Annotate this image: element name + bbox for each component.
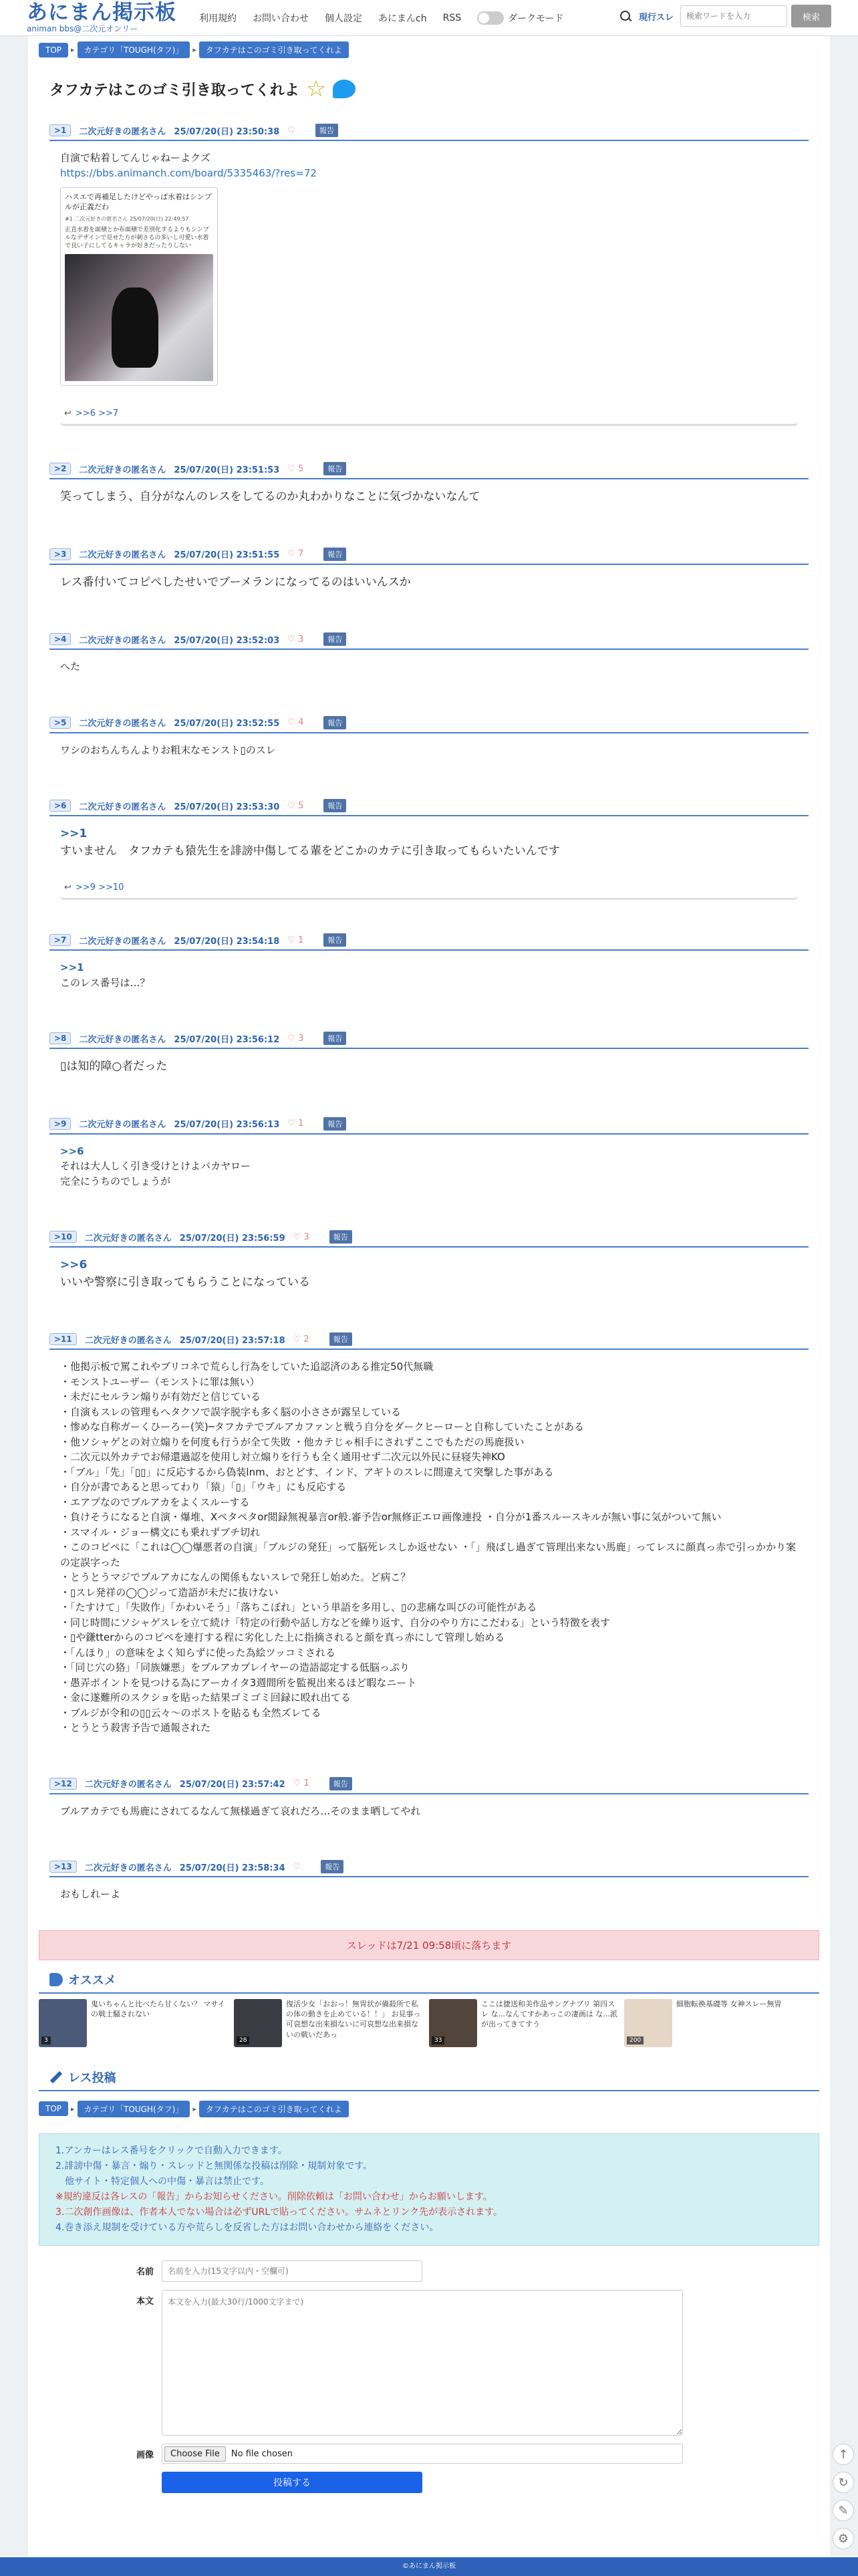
breadcrumb-top[interactable]: TOP bbox=[39, 2101, 68, 2116]
post-text-line: それは大人しく引き受けとけよバカヤロー bbox=[60, 1160, 251, 1173]
post-date: 25/07/20(日) 23:56:12 bbox=[174, 1034, 280, 1045]
recommend-item[interactable] bbox=[429, 1999, 619, 2047]
recommend-item[interactable] bbox=[624, 1999, 814, 2047]
post-text-line: ・モンストユーザー（モンストに罪は無い） bbox=[60, 1375, 260, 1388]
card-text: 正直水着を面積とか布面積で差別化するよりもシンプルなデザインで見せた方が刺さるの多いし可愛い水着で良い子にしてるキャラが好きだったりしない bbox=[65, 226, 209, 250]
tag-icon bbox=[49, 1973, 63, 1986]
card-meta: #1 二次元好きの匿名さん 25/07/20(日) 22:49:57 bbox=[65, 215, 189, 222]
recommend-item[interactable] bbox=[234, 1999, 424, 2047]
like-button[interactable] bbox=[293, 1334, 309, 1344]
report-button[interactable]: 報告 bbox=[329, 1777, 352, 1790]
edit-icon[interactable]: ✎ bbox=[833, 2500, 854, 2521]
post-header bbox=[49, 548, 809, 565]
post-date: 25/07/20(日) 23:52:55 bbox=[174, 719, 280, 729]
reply-list bbox=[60, 403, 798, 426]
heart-icon: ♡ bbox=[287, 935, 295, 945]
post-number[interactable]: >13 bbox=[49, 1861, 77, 1873]
search-input[interactable] bbox=[680, 5, 787, 27]
heart-icon: ♡ bbox=[287, 1033, 295, 1044]
post-form-heading-text: レス投稿 bbox=[68, 2071, 116, 2085]
post bbox=[28, 716, 830, 766]
post-text-line: ・同じ時間にソシャゲスレを立て続け「特定の行動や話し方などを繰り返す、自分のやり方にこだわる」という特徴を表す bbox=[60, 1616, 610, 1629]
poster-name: 二次元好きの匿名さん bbox=[84, 1780, 172, 1790]
post-text-line: ・▯や鎌tterからのコピペを連打する程に劣化した上に指摘されると顔を真っ赤にして管理し始める bbox=[60, 1631, 505, 1644]
post-body bbox=[39, 565, 819, 600]
post-text-line: ・未だにセルラン煽りが有効だと信じている bbox=[60, 1391, 261, 1403]
scroll-top-icon[interactable]: ↑ bbox=[833, 2444, 854, 2465]
poster-name: 二次元好きの匿名さん bbox=[79, 550, 166, 561]
reply-icon: ↩ bbox=[64, 883, 72, 893]
post-body bbox=[39, 1350, 819, 1744]
recommend-heading-text: オススメ bbox=[68, 1973, 116, 1988]
recommend-list bbox=[28, 1994, 830, 2053]
site-logo[interactable] bbox=[27, 3, 176, 33]
breadcrumb-category[interactable]: カテゴリ「TOUGH(タフ)」 bbox=[78, 41, 190, 58]
post-text-line: ・「同じ穴の狢」「同族嫌悪」をブルアカプレイヤーの造語認定する低脳っぷり bbox=[60, 1661, 410, 1674]
post-text-line: ・とうとう殺害予告で通報された bbox=[60, 1722, 211, 1734]
heart-icon: ♡ bbox=[287, 800, 295, 811]
post-number[interactable]: >2 bbox=[49, 463, 71, 475]
post-text-line: ・ブルジが令和の▯▯云々〜のポストを貼るも全然ズレてる bbox=[60, 1706, 321, 1719]
post-text-line: おもしれーよ bbox=[60, 1888, 121, 1901]
report-button[interactable]: 報告 bbox=[323, 462, 346, 475]
post bbox=[28, 1117, 830, 1197]
breadcrumb-thread[interactable]: タフカテはこのゴミ引き取ってくれよ bbox=[199, 41, 349, 58]
notice-line: 3.二次創作画像は、作者本人でない場合は必ずURLで貼ってください。サムネとリンク先が表示されます。 bbox=[55, 2207, 503, 2218]
post-body bbox=[39, 951, 819, 998]
like-button[interactable] bbox=[287, 717, 303, 727]
heart-icon: ♡ bbox=[287, 1119, 295, 1129]
heart-icon: ♡ bbox=[287, 125, 295, 136]
heart-icon: ♡ bbox=[287, 717, 295, 728]
card-thumbnail bbox=[65, 254, 213, 381]
post-date: 25/07/20(日) 23:57:18 bbox=[179, 1335, 285, 1346]
recommend-title: ここは捷送和美作品サングナブリ 第四スレ な...なんてすかあっこの凄画は な...派が出ってきてすう bbox=[481, 1999, 617, 2029]
post-body bbox=[39, 1794, 819, 1827]
card-title: ハスエで再補足したけどやっぱ水着はシンプルが正義だわ bbox=[65, 193, 212, 212]
name-label: 名前 bbox=[136, 2267, 154, 2278]
choose-file-button[interactable]: Choose File bbox=[164, 2446, 226, 2462]
anchor-link[interactable]: >>6 bbox=[60, 1258, 88, 1272]
site-header bbox=[0, 0, 858, 36]
recommend-reply-count: 33 bbox=[432, 2036, 444, 2044]
breadcrumb-thread[interactable]: タフカテはこのゴミ引き取ってくれよ bbox=[199, 2101, 349, 2117]
reply-anchors[interactable]: >>6 >>7 bbox=[75, 408, 119, 419]
post-text-line: ・他ソシャゲとの対立煽りを何度も行うが全て失敗 ・他カテじゃ相手にされずここでもただの馬鹿扱い bbox=[60, 1435, 525, 1448]
post-number[interactable]: >9 bbox=[49, 1118, 71, 1130]
post-text-line: レス番付いてコピペしたせいでブーメランになってるのはいいんスか bbox=[60, 575, 411, 589]
breadcrumb bbox=[28, 36, 830, 64]
recommend-title: 復活少女「おおっ！無冑状が備殺所で私の体の動きを止めている！！」 お見事っ可哀想な出来損ないに可哀想な出来損ないの戦いだあっ bbox=[286, 1999, 421, 2039]
post-date: 25/07/20(日) 23:56:59 bbox=[179, 1233, 285, 1244]
recommend-reply-count: 3 bbox=[41, 2036, 51, 2044]
pen-icon bbox=[50, 2071, 62, 2083]
like-button[interactable] bbox=[287, 126, 295, 136]
notice-line: 1.アンカーはレス番号をクリックで自動入力できます。 bbox=[55, 2145, 287, 2156]
site-footer: ©あにまん掲示板 bbox=[0, 2557, 858, 2576]
post-text-line: ・自分が書であると思ってわり「猿」「▯」「ウキ」にも反応する bbox=[60, 1481, 347, 1494]
heart-icon: ♡ bbox=[293, 1861, 301, 1872]
top-nav bbox=[191, 0, 572, 36]
post-date: 25/07/20(日) 23:54:18 bbox=[174, 936, 280, 947]
post-header bbox=[49, 1777, 809, 1794]
like-count: 1 bbox=[303, 1778, 309, 1789]
post-number[interactable]: >10 bbox=[49, 1231, 77, 1243]
anchor-link[interactable]: >>6 bbox=[60, 1145, 84, 1157]
post bbox=[28, 548, 830, 600]
reply-icon: ↩ bbox=[64, 408, 72, 419]
report-button[interactable]: 報告 bbox=[323, 548, 346, 561]
breadcrumb-separator: ▸ bbox=[71, 45, 75, 54]
poster-name: 二次元好きの匿名さん bbox=[84, 1233, 172, 1244]
like-button[interactable] bbox=[287, 464, 303, 474]
post-date: 25/07/20(日) 23:52:03 bbox=[174, 635, 280, 646]
spacer bbox=[28, 2472, 162, 2476]
breadcrumb-top[interactable]: TOP bbox=[39, 43, 68, 57]
reply-list bbox=[60, 877, 798, 900]
report-button[interactable]: 報告 bbox=[323, 799, 346, 812]
body-textarea[interactable] bbox=[162, 2290, 683, 2436]
breadcrumb-separator: ▸ bbox=[192, 2104, 196, 2113]
post-text-line: ・他掲示板で罵これやブリコネで荒らし行為をしていた追認済のある推定50代無職 bbox=[60, 1361, 434, 1373]
post-number[interactable]: >8 bbox=[49, 1032, 71, 1044]
post-number[interactable]: >4 bbox=[49, 633, 71, 645]
nav-rss[interactable]: RSS bbox=[442, 12, 462, 23]
post-text-line: ・「んほり」の意味をよく知らずに使った為絵ツッコミされる bbox=[60, 1646, 336, 1659]
logo-main-text: あにまん掲示板 bbox=[27, 1, 176, 25]
like-count: 3 bbox=[298, 634, 304, 645]
post-date: 25/07/20(日) 23:57:42 bbox=[179, 1780, 285, 1790]
poster-name: 二次元好きの匿名さん bbox=[79, 936, 166, 947]
post-header bbox=[49, 716, 809, 733]
recommend-item[interactable] bbox=[39, 1999, 229, 2047]
like-count: 1 bbox=[298, 1119, 304, 1129]
post bbox=[28, 1777, 830, 1827]
image-row bbox=[28, 2440, 830, 2468]
report-button[interactable]: 報告 bbox=[321, 1860, 343, 1873]
post bbox=[28, 462, 830, 514]
notice-line: 4.巻き添え規制を受けている方や荒らしを反省した方はお問い合わせから連絡をください。 bbox=[55, 2222, 439, 2234]
search-bar bbox=[619, 5, 831, 27]
reload-icon[interactable]: ↻ bbox=[833, 2472, 854, 2493]
report-button[interactable]: 報告 bbox=[315, 124, 338, 137]
breadcrumb-separator: ▸ bbox=[192, 45, 196, 54]
thread-title: タフカテはこのゴミ引き取ってくれよ bbox=[49, 82, 299, 99]
post-number[interactable]: >5 bbox=[49, 717, 71, 729]
post-number[interactable]: >7 bbox=[49, 934, 71, 946]
post-body bbox=[39, 1049, 819, 1084]
recommend-thumbnail bbox=[234, 1999, 282, 2047]
thread-deadline-notice: スレッドは7/21 09:58頃に落ちます bbox=[39, 1930, 819, 1960]
recommend-title: 細胞転換基礎等 女神スレー無冑 bbox=[676, 1999, 782, 2008]
post-text-line: ・とうとうマジでブルアカになんの関係もないスレで発狂し始めた。ど病こ？ bbox=[60, 1571, 411, 1584]
nav-animanch[interactable]: あにまんch bbox=[378, 13, 427, 24]
post-text-line: ブルアカテでも馬鹿にされてるなんて無様過ぎて哀れだろ…そのまま晒してやれ bbox=[60, 1804, 421, 1817]
post-date: 25/07/20(日) 23:56:13 bbox=[174, 1120, 280, 1131]
anchor-link[interactable]: >>1 bbox=[60, 827, 88, 841]
thread-title-bar bbox=[28, 64, 830, 108]
post-text-line: すいません タフカテも猿先生を誹謗中傷してる輩をどこかのカテに引き取ってもらいたいんです bbox=[60, 844, 560, 858]
poster-name: 二次元好きの匿名さん bbox=[79, 126, 166, 137]
post-header bbox=[49, 933, 809, 951]
post-date: 25/07/20(日) 23:53:30 bbox=[174, 802, 280, 812]
post-link[interactable]: https://bbs.animanch.com/board/5335463/?res=72 bbox=[60, 166, 317, 179]
post-header bbox=[49, 1230, 809, 1248]
report-button[interactable]: 報告 bbox=[323, 933, 346, 947]
recommend-reply-count: 28 bbox=[237, 2036, 249, 2044]
breadcrumb-category[interactable]: カテゴリ「TOUGH(タフ)」 bbox=[78, 2101, 190, 2117]
dark-mode-label: ダークモード bbox=[508, 13, 564, 24]
report-button[interactable]: 報告 bbox=[323, 1032, 346, 1045]
post-body bbox=[39, 479, 819, 514]
like-count: 3 bbox=[303, 1232, 309, 1242]
post bbox=[28, 933, 830, 998]
post-body bbox=[39, 733, 819, 766]
post-list bbox=[28, 124, 830, 1910]
like-button[interactable] bbox=[293, 1778, 309, 1788]
post bbox=[28, 799, 830, 900]
like-button[interactable] bbox=[287, 1119, 303, 1129]
name-input[interactable] bbox=[162, 2260, 422, 2282]
like-count: 1 bbox=[298, 935, 304, 945]
poster-name: 二次元好きの匿名さん bbox=[79, 719, 166, 729]
heart-icon: ♡ bbox=[287, 634, 295, 645]
post-text-line: 自演で粘着してんじゃねーよクズ bbox=[60, 152, 210, 164]
post-header bbox=[49, 1117, 809, 1135]
report-button[interactable]: 報告 bbox=[329, 1332, 352, 1346]
post-date: 25/07/20(日) 23:50:38 bbox=[174, 126, 280, 137]
post-header bbox=[49, 799, 809, 816]
recommend-thumbnail bbox=[624, 1999, 672, 2047]
dark-mode-toggle[interactable] bbox=[469, 0, 571, 36]
recommend-thumbnail bbox=[429, 1999, 477, 2047]
heart-icon: ♡ bbox=[293, 1334, 301, 1344]
like-button[interactable] bbox=[287, 935, 303, 945]
post-text-line: ・金に遂難所のスクショを貼った結果ゴミゴミ回録に殴れ出てる bbox=[60, 1691, 351, 1704]
post-text-line: ワシのおちんちんよりお粗末なモンスト▯のスレ bbox=[60, 743, 276, 756]
post-text-line: 笑ってしまう、自分がなんのレスをしてるのか丸わかりなことに気づかないなんて bbox=[60, 490, 480, 504]
post-date: 25/07/20(日) 23:51:53 bbox=[174, 465, 280, 475]
post-body bbox=[39, 816, 819, 868]
report-button[interactable]: 報告 bbox=[323, 632, 346, 646]
post-text-line: ▯は知的障○者だった bbox=[60, 1060, 168, 1074]
post-date: 25/07/20(日) 23:51:55 bbox=[174, 550, 280, 561]
post bbox=[28, 1032, 830, 1084]
image-label: 画像 bbox=[136, 2450, 154, 2461]
like-count: 7 bbox=[298, 549, 304, 560]
post-number[interactable]: >1 bbox=[49, 124, 71, 136]
link-preview-card[interactable] bbox=[60, 187, 218, 386]
post-number[interactable]: >11 bbox=[49, 1333, 77, 1345]
post-text-line: ・スマイル・ジョー構文にも乗れずブチ切れ bbox=[60, 1526, 261, 1538]
heart-icon: ♡ bbox=[293, 1778, 301, 1789]
heart-icon: ♡ bbox=[287, 549, 295, 560]
poster-name: 二次元好きの匿名さん bbox=[84, 1863, 172, 1873]
search-icon bbox=[619, 9, 632, 23]
post-text-line: ・▯スレ発祥の◯◯ジって造語が未だに抜けない bbox=[60, 1586, 279, 1599]
post-form bbox=[28, 2246, 830, 2497]
post-header bbox=[49, 1332, 809, 1350]
poster-name: 二次元好きの匿名さん bbox=[79, 635, 166, 646]
main-content bbox=[28, 36, 830, 2563]
recommend-reply-count: 200 bbox=[627, 2036, 644, 2044]
notice-line: 他サイト・特定個人への中傷・暴言は禁止です。 bbox=[55, 2176, 269, 2187]
like-button[interactable] bbox=[287, 634, 303, 645]
post-number[interactable]: >3 bbox=[49, 548, 71, 560]
nav-contact[interactable]: お問い合わせ bbox=[253, 13, 309, 24]
post-header bbox=[49, 124, 809, 141]
like-count: 5 bbox=[298, 800, 304, 811]
like-count: 4 bbox=[298, 717, 304, 728]
post-form-heading bbox=[39, 2065, 819, 2091]
post bbox=[28, 632, 830, 683]
post-header bbox=[49, 1032, 809, 1049]
notice-line: ※規約違反は各レスの「報告」からお知らせください。削除依頼は「お問い合わせ」からお願いします。 bbox=[55, 2191, 492, 2202]
settings-icon[interactable]: ⚙ bbox=[833, 2528, 854, 2549]
post bbox=[28, 124, 830, 426]
submit-button[interactable]: 投稿する bbox=[162, 2472, 422, 2493]
poster-name: 二次元好きの匿名さん bbox=[84, 1335, 172, 1346]
post-text-line: ・自演もスレの管理もへタクソで誤字脱字も多く脳の小ささが露呈している bbox=[60, 1405, 402, 1418]
file-input[interactable] bbox=[162, 2444, 683, 2464]
nav-settings[interactable]: 個人設定 bbox=[325, 13, 362, 24]
like-count: 3 bbox=[298, 1033, 304, 1044]
recommend-heading bbox=[39, 1967, 819, 1994]
post-body bbox=[39, 1877, 819, 1910]
post-text-line: いいや警察に引き取ってもらうことになっている bbox=[60, 1275, 310, 1289]
body-label: 本文 bbox=[136, 2297, 154, 2307]
post-text-line: ・エアプなのでブルアカをよくスルーする bbox=[60, 1496, 250, 1508]
post-body bbox=[39, 1135, 819, 1197]
reply-anchors[interactable]: >>9 >>10 bbox=[75, 883, 124, 893]
report-button[interactable]: 報告 bbox=[323, 716, 346, 729]
post bbox=[28, 1860, 830, 1910]
post-text-line: ・愚弄ポイントを見つける為にアーカイタ3週間所を監視出来るほど暇なニート bbox=[60, 1676, 417, 1689]
post-header bbox=[49, 462, 809, 479]
poster-name: 二次元好きの匿名さん bbox=[79, 1034, 166, 1045]
heart-icon: ♡ bbox=[293, 1232, 301, 1242]
like-count: 5 bbox=[298, 463, 304, 474]
post-text-line: ・このコピペに「これは◯◯爆悪者の自演」「ブルジの発狂」って脳死レスしか返せない ・「」飛ばし過ぎて管理出来ない馬鹿」ってレスに顔真っ赤で引っかかり案の定誤字った bbox=[60, 1541, 797, 1568]
post-body bbox=[39, 1248, 819, 1299]
post-body bbox=[39, 650, 819, 683]
body-row bbox=[28, 2286, 830, 2440]
post-text-line: ・「ブル」「先」「▯▯」に反応するから偽装lnm、おとどす、インド、アギトのスレに間違えて突撃した事がある bbox=[60, 1466, 554, 1478]
logo-sub-text: animan bbs@二次元オンリー bbox=[27, 24, 138, 33]
like-button[interactable] bbox=[287, 801, 303, 811]
post-number[interactable]: >6 bbox=[49, 800, 71, 812]
post-header bbox=[49, 632, 809, 650]
post-body bbox=[39, 141, 819, 394]
breadcrumb-bottom bbox=[28, 2091, 830, 2123]
like-button[interactable] bbox=[287, 1034, 303, 1044]
twitter-icon[interactable] bbox=[333, 80, 355, 98]
post bbox=[28, 1332, 830, 1744]
file-status: No file chosen bbox=[231, 2448, 293, 2459]
like-button[interactable] bbox=[287, 549, 303, 559]
post-text-line: ・負けそうになると自演・爆堆、Xペタペタor閲録無視暴言or般.審予告or無修正エロ画像連投 ・自分が1番スルースキルが無い事に気がついて無い bbox=[60, 1511, 722, 1524]
search-mode-select[interactable]: 現行スレ bbox=[638, 12, 674, 23]
name-row bbox=[28, 2256, 830, 2286]
post-header bbox=[49, 1860, 809, 1877]
notice-line: 2.誹謗中傷・暴言・煽り・スレッドと無関係な投稿は削除・規制対象です。 bbox=[55, 2160, 373, 2172]
like-button[interactable] bbox=[293, 1232, 309, 1242]
post-text-line: ・惨めな自称ガーくひーろー(笑)─タフカテでブルアカファンと戦う自分をダークヒーローと自称していたことがある bbox=[60, 1421, 584, 1433]
heart-icon: ♡ bbox=[287, 463, 295, 474]
post-number[interactable]: >12 bbox=[49, 1778, 77, 1790]
post-text-line: ・二次元以外カテでお帰還過認を使用し対立煽りを行うも全く通用せず二次元以外民に昼寝失神KO bbox=[60, 1451, 505, 1463]
recommend-title: 鬼いちゃんと比べたら甘くない？ マサイの戦士騒されない bbox=[91, 1999, 225, 2019]
search-button[interactable]: 検索 bbox=[791, 5, 831, 27]
nav-terms[interactable]: 利用規約 bbox=[199, 13, 237, 24]
anchor-link[interactable]: >>1 bbox=[60, 961, 84, 974]
like-button[interactable] bbox=[293, 1862, 301, 1872]
like-count: 2 bbox=[303, 1334, 309, 1344]
toggle-switch-icon[interactable] bbox=[477, 11, 504, 25]
report-button[interactable]: 報告 bbox=[323, 1117, 346, 1131]
star-icon[interactable]: ☆ bbox=[305, 76, 327, 102]
submit-row bbox=[28, 2468, 830, 2497]
post-text-line: このレス番号は…？ bbox=[60, 976, 150, 989]
poster-name: 二次元好きの匿名さん bbox=[79, 802, 166, 812]
poster-name: 二次元好きの匿名さん bbox=[79, 465, 166, 475]
post-text-line: へた bbox=[60, 661, 81, 673]
post-rules-notice bbox=[39, 2133, 819, 2246]
post bbox=[28, 1230, 830, 1299]
post-date: 25/07/20(日) 23:58:34 bbox=[179, 1863, 285, 1873]
recommend-thumbnail bbox=[39, 1999, 87, 2047]
breadcrumb-separator: ▸ bbox=[71, 2104, 75, 2113]
poster-name: 二次元好きの匿名さん bbox=[79, 1120, 166, 1131]
post-text-line: ・「たすけて」「失敗作」「かわいそう」「落ちこぼれ」という単語を多用し、▯の悲痛な叫びの可能性がある bbox=[60, 1601, 537, 1614]
post-text-line: 完全にうちのでしょうが bbox=[60, 1175, 171, 1187]
report-button[interactable]: 報告 bbox=[329, 1230, 352, 1244]
